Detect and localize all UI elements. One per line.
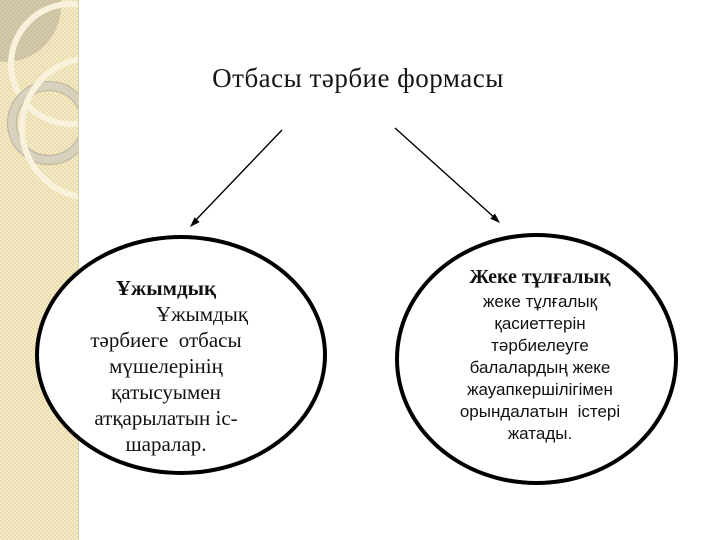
ellipse-right-shape bbox=[395, 233, 678, 485]
ellipse-left-line: атқарылатын іс- bbox=[94, 406, 238, 430]
ellipse-right-heading: Жеке тұлғалық bbox=[469, 266, 611, 288]
ellipse-left-line: Ұжымдық bbox=[155, 302, 249, 326]
ellipse-left-heading: Ұжымдық bbox=[115, 276, 217, 300]
ellipse-right-text bbox=[425, 264, 655, 445]
ellipse-right-line: орындалатын істері bbox=[459, 402, 621, 421]
ellipse-left-line: қатысуымен bbox=[111, 380, 221, 404]
arrow-down-left bbox=[190, 130, 282, 227]
ellipse-left-line: тәрбиеге отбасы bbox=[90, 328, 242, 352]
ellipse-right-line: қасиеттерін bbox=[494, 314, 586, 333]
ellipse-right-line: жеке тұлғалық bbox=[482, 292, 598, 311]
ellipse-right-line: балалардың жеке bbox=[469, 358, 611, 377]
ellipse-left-line: мүшелерінің bbox=[109, 354, 223, 378]
arrow-down-right bbox=[395, 128, 500, 223]
ellipse-left-line: шаралар. bbox=[125, 432, 207, 456]
ellipse-right-line: жауапкершілігімен bbox=[467, 380, 613, 399]
ellipse-left-text bbox=[56, 275, 276, 457]
ellipse-right-line: тәрбиелеуге bbox=[491, 336, 589, 355]
page-title: Отбасы тәрбие формасы bbox=[212, 63, 504, 93]
ellipse-left-shape bbox=[35, 235, 327, 475]
ellipse-right-line: жатады. bbox=[507, 424, 573, 443]
